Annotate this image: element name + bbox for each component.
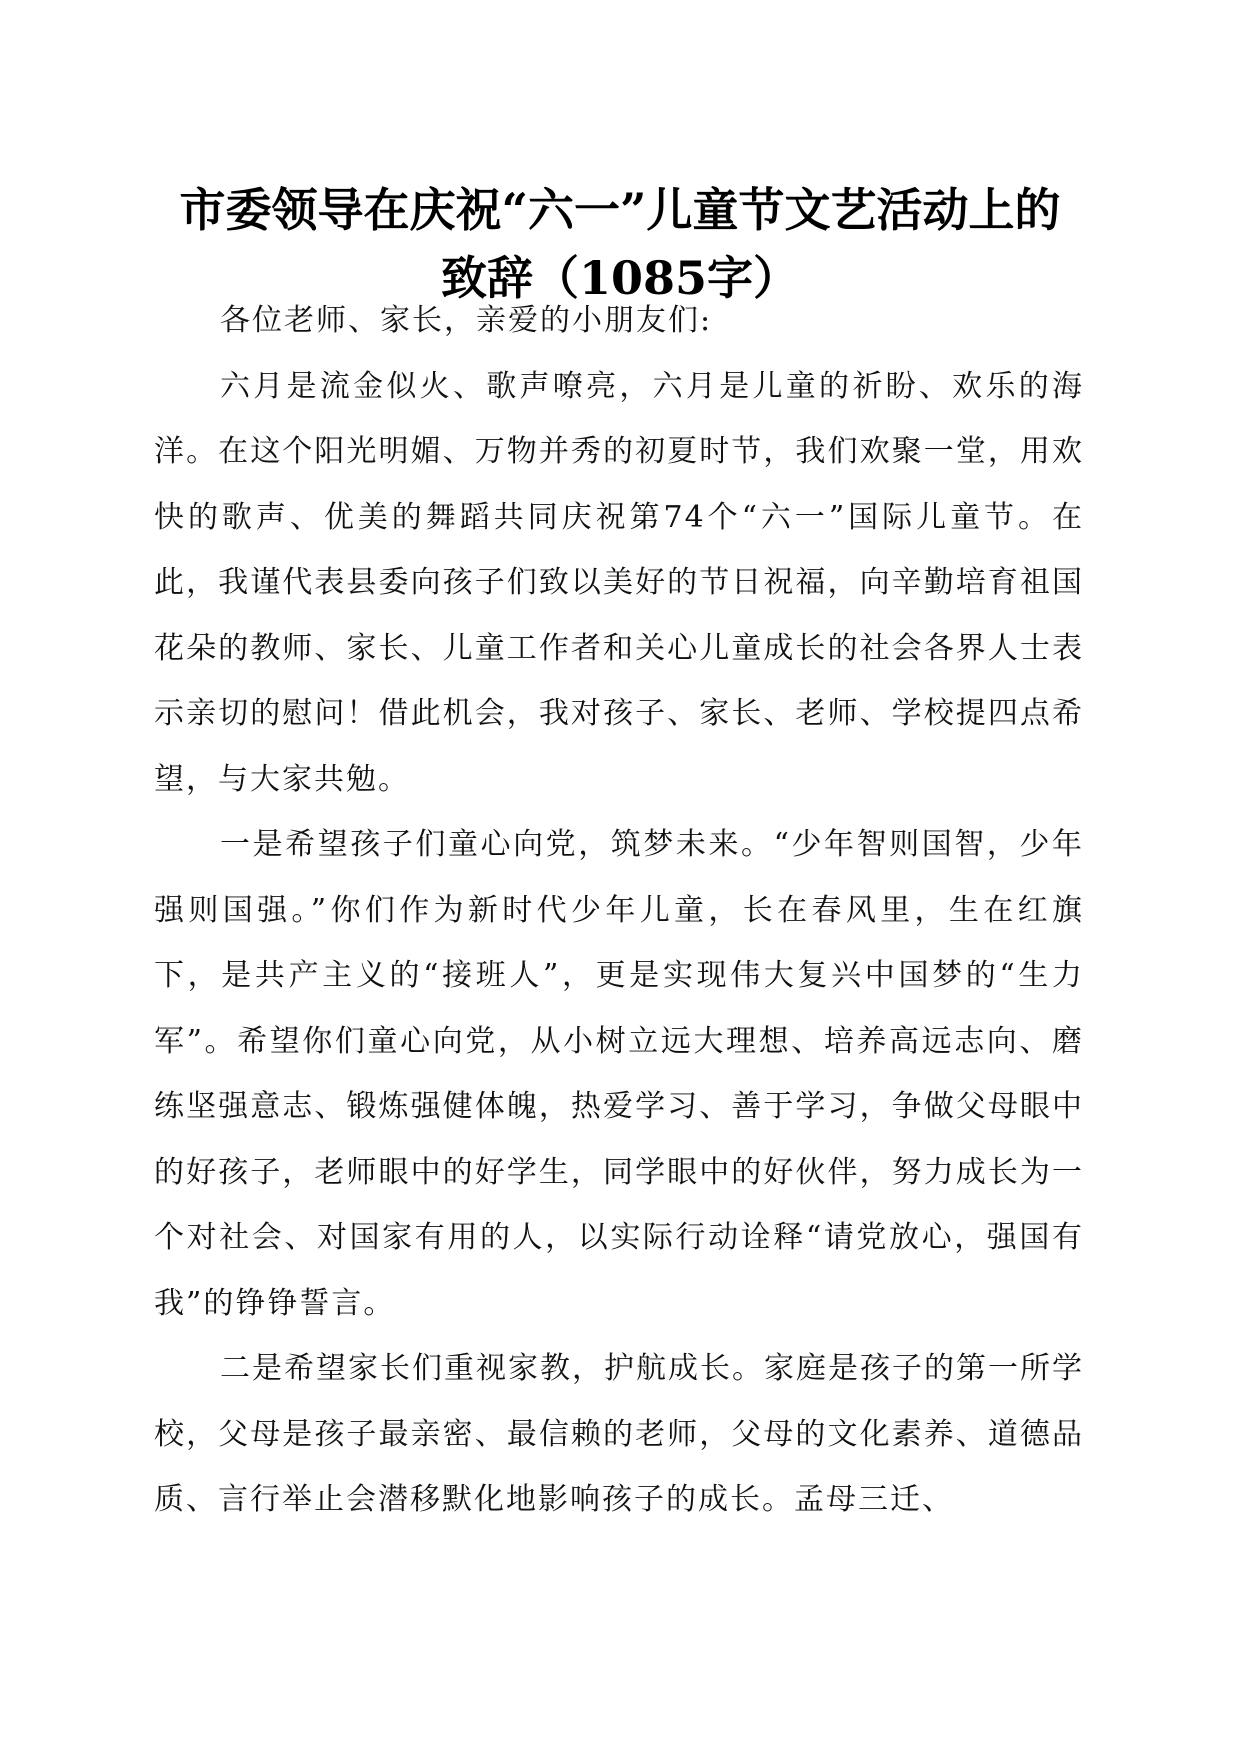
document-body [154,288,1084,1533]
salutation: 各位老师、家长，亲爱的小朋友们: [220,303,713,338]
title-line-1: 市委领导在庆祝“六一”儿童节文艺活动上的 [179,183,1061,237]
paragraph-intro: 六月是流金似火、歌声嘹亮，六月是儿童的祈盼、欢乐的海洋。在这个阳光明媚、万物并秀的初夏时节，我们欢聚一堂，用欢快的歌声、优美的舞蹈共同庆祝第74个“六一”国际儿童节。在此，我谨代表县委向孩子们致以美好的节日祝福，向辛勤培育祖国花朵的教师、家长、儿童工作者和关心儿童成长的社会各界人士表示亲切的慰问！借此机会，我对孩子、家长、老师、学校提四点希望，与大家共勉。 [154,368,1084,797]
title-line-2: 致辞（1085字） [440,251,800,305]
paragraph-hope-children: 一是希望孩子们童心向党，筑梦未来。“少年智则国智，少年强则国强。”你们作为新时代少年儿童，长在春风里，生在红旗下，是共产主义的“接班人”，更是实现伟大复兴中国梦的“生力军”。希望你们童心向党，从小树立远大理想、培养高远志向、磨练坚强意志、锻炼强健体魄，热爱学习、善于学习，争做父母眼中的好孩子，老师眼中的好学生，同学眼中的好伙伴，努力成长为一个对社会、对国家有用的人，以实际行动诠释“请党放心，强国有我”的铮铮誓言。 [154,827,1084,1321]
paragraph-hope-parents: 二是希望家长们重视家教，护航成长。家庭是孩子的第一所学校，父母是孩子最亲密、最信赖的老师，父母的文化素养、道德品质、言行举止会潜移默化地影响孩子的成长。孟母三迁、 [154,1351,1084,1517]
